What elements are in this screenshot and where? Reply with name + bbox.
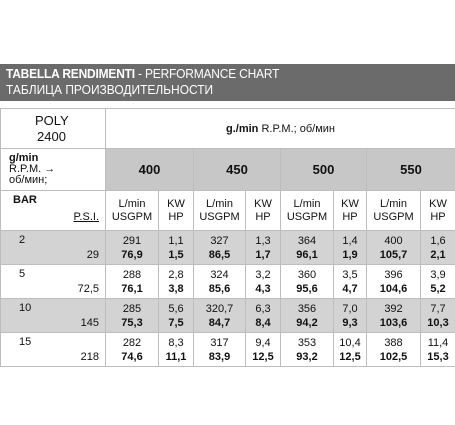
power-hp: 12,5 [339,350,361,363]
flow-lmin: 388 [384,336,403,349]
flow-lmin: 356 [297,302,317,315]
title-separator: - [134,66,145,81]
power-value-cell [159,265,194,299]
subheader-power [421,191,455,231]
power-hp: 11,1 [165,350,187,363]
power-kw: 1,4 [342,234,358,247]
pressure-bar: 15 [19,336,32,348]
pressure-cell [1,333,106,367]
model-name: POLY [35,112,69,128]
flow-value-cell [281,333,334,367]
units-flow: g./min [226,122,259,135]
flow-lmin: 288 [122,268,142,281]
flow-lmin: 327 [210,234,229,247]
subheader-power-bot: HP [430,210,446,223]
subheader-flow [194,191,246,231]
pressure-bar: 2 [19,234,26,246]
power-kw: 6,3 [255,302,271,315]
pressure-psi: 72,5 [77,283,99,295]
bar-label: BAR [13,194,37,206]
flow-lmin: 364 [297,234,317,247]
bar-psi-header [1,191,106,231]
subheader-flow-top: L/min [206,197,233,210]
power-hp: 7,5 [168,316,184,329]
subheader-power-bot: HP [255,210,271,223]
power-hp: 15,3 [427,350,449,363]
flow-value-cell [106,333,159,367]
subheader-flow-bot: USGPM [286,210,328,223]
power-hp: 1,7 [255,248,271,261]
title-italian: TABELLA RENDIMENTI [6,66,135,81]
rpm-550: 550 [367,149,455,191]
flow-usgpm: 96,1 [296,248,318,261]
power-kw: 3,2 [255,268,271,281]
subheader-power-bot: HP [342,210,358,223]
title-line-italian-english [6,66,414,82]
power-kw: 1,3 [255,234,271,247]
flow-usgpm: 76,1 [121,282,143,295]
pressure-psi: 29 [86,249,99,261]
power-hp: 1,9 [342,248,358,261]
title-english: PERFORMANCE CHART [144,66,280,81]
subheader-power [334,191,367,231]
flow-value-cell [281,265,334,299]
rpm-header-cell [1,149,106,191]
flow-usgpm: 86,5 [208,248,231,261]
flow-value-cell [281,231,334,265]
flow-lmin: 360 [297,268,317,281]
table-row [1,265,455,299]
psi-label: P.S.I. [73,211,99,223]
power-hp: 12,5 [252,350,274,363]
flow-lmin: 282 [122,336,142,349]
model-cell [1,109,106,149]
flow-usgpm: 75,3 [121,316,143,329]
table-row [1,231,455,265]
power-value-cell [421,333,455,367]
power-kw: 7,0 [342,302,358,315]
flow-lmin: 291 [122,234,142,247]
flow-usgpm: 74,6 [121,350,143,363]
flow-value-cell [106,231,159,265]
subheader-flow-bot: USGPM [373,210,414,223]
power-kw: 5,6 [168,302,184,315]
flow-lmin: 353 [297,336,317,349]
flow-value-cell [281,299,334,333]
flow-usgpm: 83,9 [208,350,231,363]
power-hp: 5,2 [430,282,446,295]
subheader-power [159,191,194,231]
subheader-power-bot: HP [168,210,184,223]
flow-usgpm: 102,5 [379,350,408,363]
flow-usgpm: 94,2 [296,316,318,329]
power-hp: 8,4 [255,316,271,329]
power-value-cell [246,333,281,367]
flow-lmin: 317 [210,336,229,349]
power-kw: 1,1 [168,234,184,247]
flow-value-cell [367,299,421,333]
rpm-header-line3: об/мин; [9,174,48,186]
rpm-500: 500 [281,149,367,191]
pressure-bar: 5 [19,268,26,280]
flow-usgpm: 84,7 [208,316,231,329]
flow-lmin: 320,7 [205,302,234,315]
pressure-cell [1,299,106,333]
flow-value-cell [194,333,246,367]
flow-value-cell [106,299,159,333]
pressure-cell [1,265,106,299]
power-kw: 3,5 [342,268,358,281]
subheader-power-top: KW [429,197,447,210]
power-value-cell [159,299,194,333]
flow-usgpm: 103,6 [379,316,408,329]
power-value-cell [334,265,367,299]
flow-value-cell [106,265,159,299]
power-kw: 3,9 [430,268,446,281]
flow-value-cell [367,265,421,299]
power-hp: 3,8 [168,282,184,295]
table-row [1,299,455,333]
power-value-cell [421,299,455,333]
model-number: 2400 [37,128,66,144]
power-kw: 9,4 [255,336,271,349]
flow-value-cell [194,265,246,299]
rpm-400: 400 [106,149,194,191]
pressure-cell [1,231,106,265]
power-value-cell [334,231,367,265]
flow-lmin: 324 [210,268,229,281]
power-value-cell [159,231,194,265]
table-header-bar [0,64,455,101]
power-kw: 11,4 [427,336,449,349]
flow-usgpm: 93,2 [296,350,318,363]
subheader-flow-bot: USGPM [199,210,240,223]
power-kw: 2,8 [168,268,184,281]
power-hp: 1,5 [168,248,184,261]
power-value-cell [421,265,455,299]
subheader-flow-top: L/min [293,197,321,210]
subheader-power-top: KW [341,197,359,210]
subheader-flow [367,191,421,231]
pressure-psi: 218 [80,351,99,363]
power-hp: 2,1 [430,248,446,261]
power-hp: 9,3 [342,316,358,329]
units-cell [106,109,455,149]
power-kw: 8,3 [168,336,184,349]
subheader-flow-bot: USGPM [111,210,153,223]
rpm-header-line2: R.P.M. [9,163,42,175]
power-value-cell [334,333,367,367]
flow-usgpm: 104,6 [379,282,408,295]
power-value-cell [421,231,455,265]
performance-table [0,108,455,367]
flow-value-cell [194,299,246,333]
power-value-cell [159,333,194,367]
flow-usgpm: 105,7 [379,248,408,261]
power-value-cell [334,299,367,333]
flow-lmin: 285 [122,302,142,315]
flow-lmin: 392 [384,302,403,315]
subheader-flow-top: L/min [380,197,407,210]
flow-usgpm: 95,6 [296,282,318,295]
subheader-flow [106,191,159,231]
units-rest: R.P.M.; об/мин [258,122,336,135]
flow-value-cell [367,333,421,367]
title-russian: ТАБЛИЦА ПРОИЗВОДИТЕЛЬНОСТИ [6,82,214,97]
flow-lmin: 400 [384,234,403,247]
rpm-header-line1: g/min [9,152,39,164]
pressure-bar: 10 [19,302,32,314]
flow-usgpm: 76,9 [121,248,143,261]
subheader-power-top: KW [254,197,272,210]
power-hp: 4,3 [255,282,271,295]
power-kw: 7,7 [430,302,446,315]
power-kw: 10,4 [339,336,361,349]
power-hp: 4,7 [342,282,358,295]
table-row [1,333,455,367]
power-value-cell [246,231,281,265]
flow-usgpm: 85,6 [208,282,231,295]
power-value-cell [246,265,281,299]
subheader-flow-top: L/min [118,197,146,210]
power-kw: 1,6 [430,234,446,247]
flow-lmin: 396 [384,268,403,281]
subheader-power [246,191,281,231]
power-value-cell [246,299,281,333]
subheader-power-top: KW [167,197,185,210]
arrow-right-icon: → [44,163,56,175]
flow-value-cell [194,231,246,265]
flow-value-cell [367,231,421,265]
power-hp: 10,3 [427,316,449,329]
rpm-450: 450 [194,149,281,191]
pressure-psi: 145 [80,317,99,329]
subheader-flow [281,191,334,231]
